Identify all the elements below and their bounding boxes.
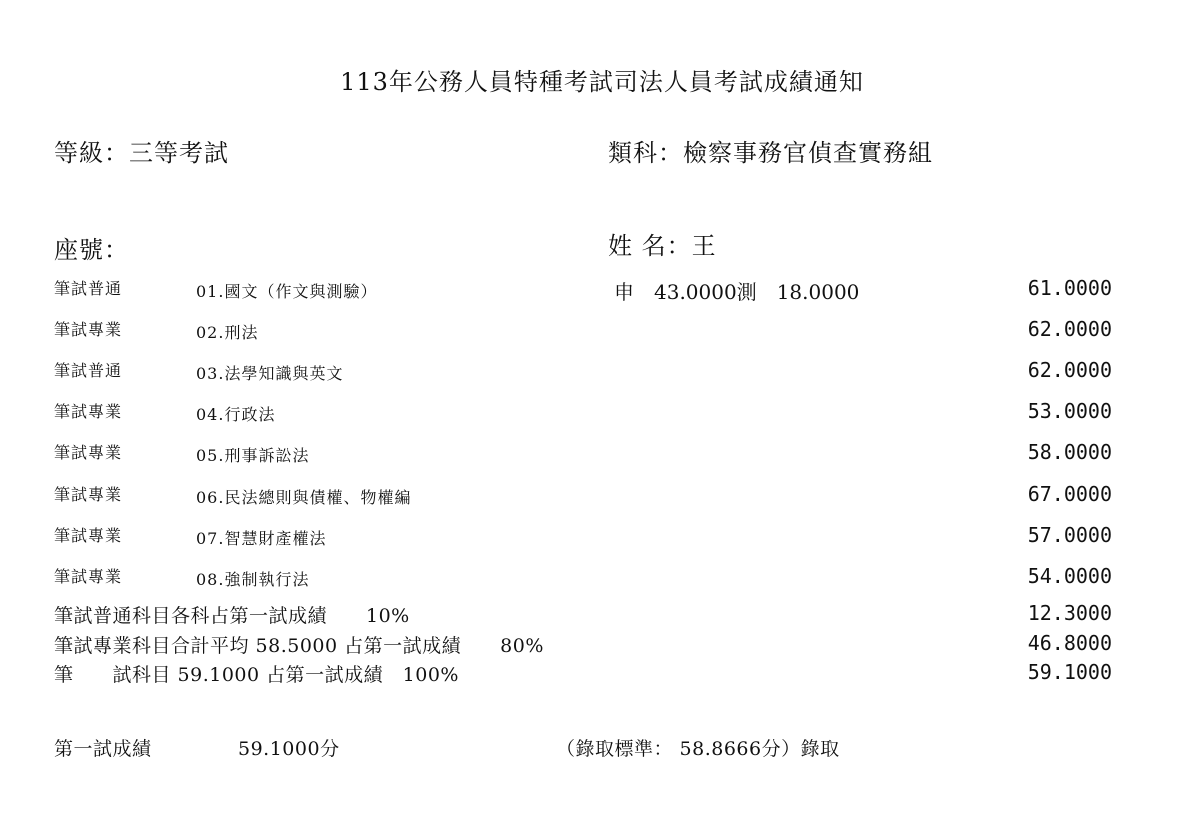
subject-name: 06.民法總則與債權、物權編 [196,488,412,507]
summary-total-label: 筆 試科目 59.1000 占第一試成績 100% [54,664,459,686]
subject-type: 筆試專業 [54,402,123,421]
subject-detail: 申 43.0000測 18.0000 [614,280,860,304]
first-exam-score: 59.1000分 [238,738,340,760]
summary-professional-label: 筆試專業科目合計平均 58.5000 占第一試成績 80% [54,635,544,657]
subject-name: 07.智慧財產權法 [196,529,327,548]
subject-name: 04.行政法 [196,405,276,424]
subject-score: 57.0000 [1027,523,1112,547]
subject-name: 01.國文（作文與測驗） [196,282,378,301]
summary-professional-score: 46.8000 [1027,631,1112,655]
subject-score: 61.0000 [1027,276,1112,300]
subject-type: 筆試專業 [54,485,123,504]
summary-general-label: 筆試普通科目各科占第一試成績 10% [54,605,410,627]
first-exam-label: 第一試成績 [54,738,152,760]
subject-name: 05.刑事訴訟法 [196,446,310,465]
exam-level: 等級：三等考試 [54,139,229,167]
subject-score: 62.0000 [1027,317,1112,341]
summary-total-score: 59.1000 [1027,660,1112,684]
notice-title: 113年公務人員特種考試司法人員考試成績通知 [340,68,864,96]
subject-type: 筆試專業 [54,320,123,339]
subject-name: 02.刑法 [196,323,259,342]
subject-type: 筆試專業 [54,567,123,586]
subject-type: 筆試普通 [54,361,123,380]
subject-type: 筆試專業 [54,443,123,462]
admission-result: （錄取標準： 58.8666分）錄取 [556,738,840,760]
subject-score: 54.0000 [1027,564,1112,588]
subject-name: 08.強制執行法 [196,570,310,589]
subject-score: 62.0000 [1027,358,1112,382]
exam-category: 類科：檢察事務官偵查實務組 [608,139,933,167]
summary-general-score: 12.3000 [1027,601,1112,625]
subject-type: 筆試普通 [54,279,123,298]
seat-number: 座號： [54,236,129,264]
subject-score: 58.0000 [1027,440,1112,464]
subject-score: 53.0000 [1027,399,1112,423]
subject-score: 67.0000 [1027,482,1112,506]
subject-name: 03.法學知識與英文 [196,364,344,383]
candidate-name: 姓 名：王 [608,232,717,260]
subject-type: 筆試專業 [54,526,123,545]
